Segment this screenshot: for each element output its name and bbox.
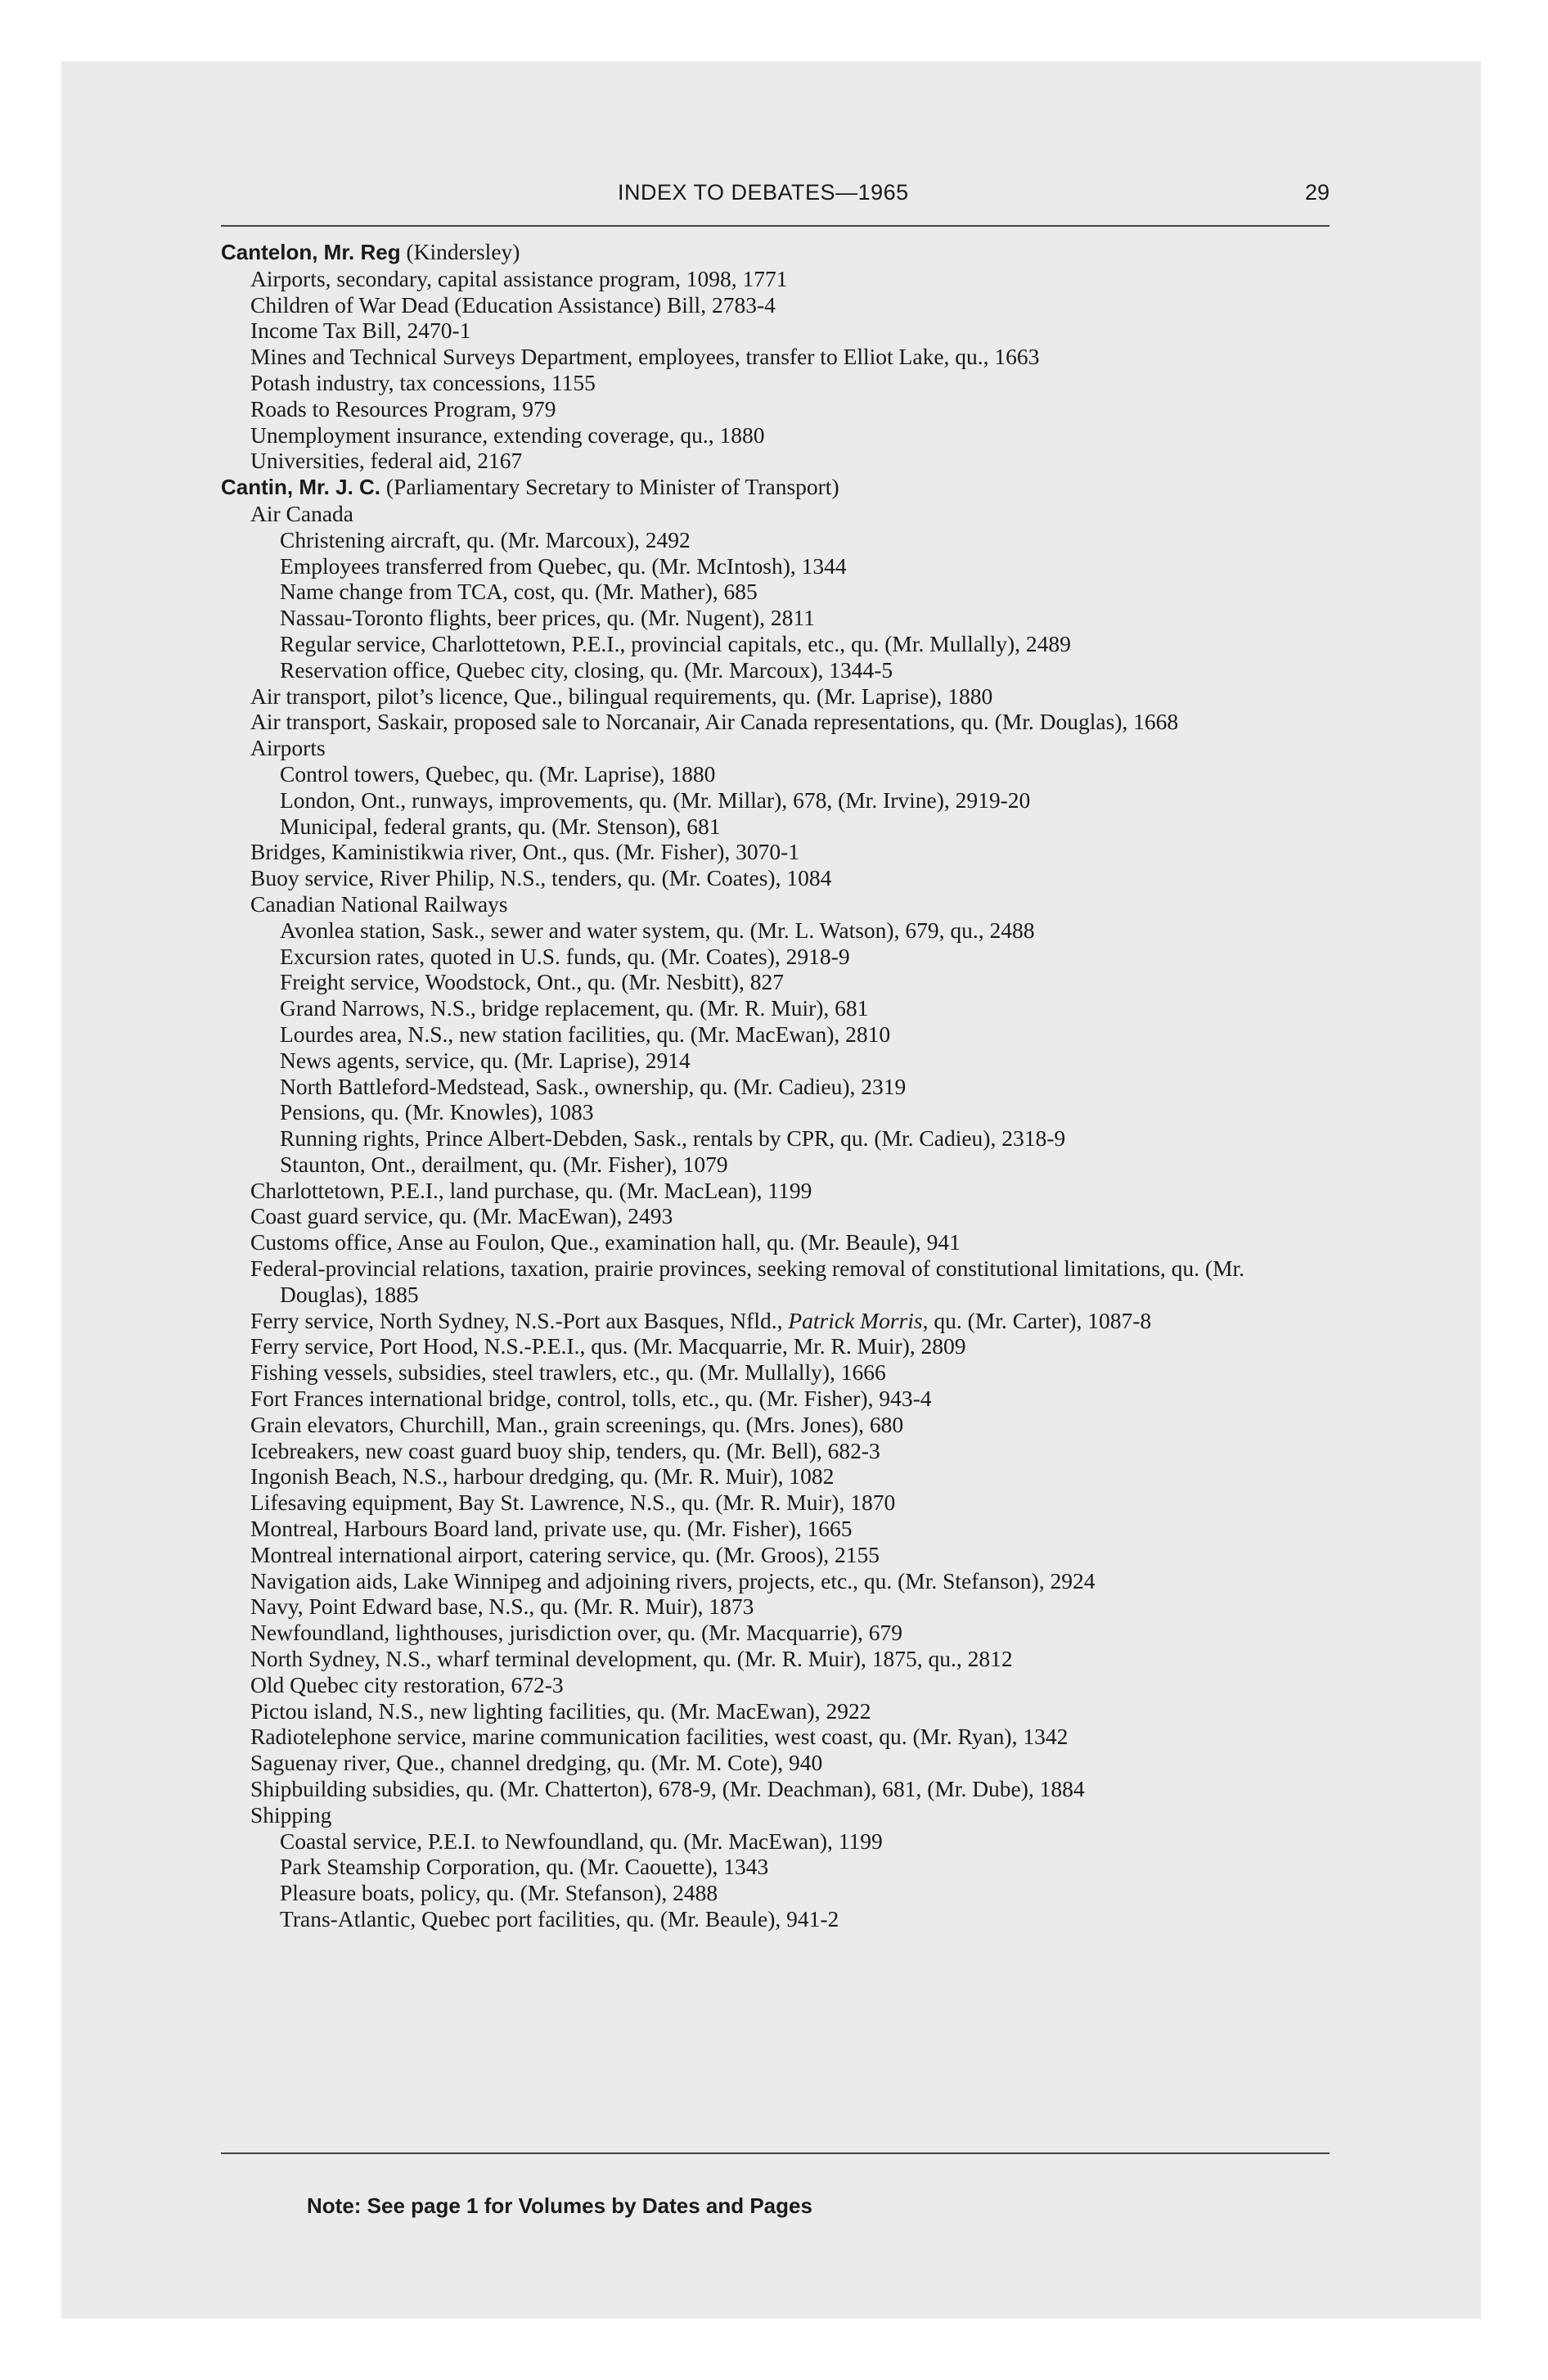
- index-body: [221, 239, 1334, 1932]
- index-entry: Federal-provincial relations, taxation, prairie provinces, seeking removal of constitutional limitations, qu. (Mr. Douglas), 1885: [250, 1255, 1245, 1307]
- index-entry: London, Ont., runways, improvements, qu. (Mr. Millar), 678, (Mr. Irvine), 2919-20: [280, 787, 1031, 813]
- index-entry: Air transport, pilot’s licence, Que., bilingual requirements, qu. (Mr. Laprise), 1880: [250, 683, 993, 709]
- index-entry: Universities, federal aid, 2167: [250, 448, 523, 474]
- index-entry: Nassau-Toronto flights, beer prices, qu. (Mr. Nugent), 2811: [280, 605, 815, 631]
- index-entry: Grand Narrows, N.S., bridge replacement, qu. (Mr. R. Muir), 681: [280, 995, 869, 1021]
- page-number: 29: [1304, 180, 1330, 205]
- index-entry: Airports, secondary, capital assistance program, 1098, 1771: [250, 265, 788, 291]
- index-entry: Buoy service, River Philip, N.S., tenders, qu. (Mr. Coates), 1084: [250, 865, 832, 891]
- index-entry: [221, 1308, 1334, 1334]
- index-entry: Montreal international airport, catering service, qu. (Mr. Groos), 2155: [250, 1541, 880, 1567]
- header-rule: [221, 225, 1330, 227]
- member-name: Cantin, Mr. J. C.: [221, 475, 381, 500]
- index-entry: News agents, service, qu. (Mr. Laprise), 2914: [280, 1047, 691, 1073]
- entry-text: , qu. (Mr. Carter), 1087-8: [922, 1307, 1152, 1333]
- index-entry: North Battleford-Medstead, Sask., ownership, qu. (Mr. Cadieu), 2319: [280, 1073, 907, 1099]
- index-items: [221, 1333, 1334, 1801]
- airports-items: [221, 761, 1334, 839]
- index-entry: Saguenay river, Que., channel dredging, qu. (Mr. M. Cote), 940: [250, 1750, 823, 1776]
- index-entry: Name change from TCA, cost, qu. (Mr. Mather), 685: [280, 579, 758, 605]
- index-entry: Navigation aids, Lake Winnipeg and adjoining rivers, projects, etc., qu. (Mr. Stefanson), 2924: [250, 1567, 1096, 1593]
- index-entry: Icebreakers, new coast guard buoy ship, tenders, qu. (Mr. Bell), 682-3: [250, 1437, 880, 1463]
- index-entry: Coastal service, P.E.I. to Newfoundland, qu. (Mr. MacEwan), 1199: [280, 1828, 883, 1854]
- index-entry: Freight service, Woodstock, Ont., qu. (Mr. Nesbitt), 827: [280, 969, 784, 995]
- index-items: [221, 1178, 1334, 1308]
- air-transport-items: [221, 683, 1334, 736]
- index-entry: Ingonish Beach, N.S., harbour dredging, qu. (Mr. R. Muir), 1082: [250, 1463, 835, 1490]
- index-entry: Roads to Resources Program, 979: [250, 395, 556, 421]
- index-entry: Shipbuilding subsidies, qu. (Mr. Chatterton), 678-9, (Mr. Deachman), 681, (Mr. Dube), 1884: [250, 1776, 1085, 1802]
- member-riding: (Kindersley): [400, 239, 520, 264]
- index-entry: Income Tax Bill, 2470-1: [250, 318, 471, 344]
- member-heading-cantelon: [221, 239, 1334, 266]
- index-entry: Christening aircraft, qu. (Mr. Marcoux), 2492: [280, 526, 691, 552]
- index-entry: Municipal, federal grants, qu. (Mr. Stenson), 681: [280, 813, 721, 839]
- subject-heading: Canadian National Railways: [250, 890, 508, 917]
- index-entry: Regular service, Charlottetown, P.E.I., provincial capitals, etc., qu. (Mr. Mullally), 2489: [280, 630, 1071, 656]
- member-heading-cantin: [221, 474, 1334, 501]
- subject-heading: Shipping: [250, 1801, 332, 1828]
- page-title: INDEX TO DEBATES—1965: [618, 180, 909, 205]
- index-entry: Running rights, Prince Albert-Debden, Sask., rentals by CPR, qu. (Mr. Cadieu), 2318-9: [280, 1125, 1066, 1152]
- subject-heading: Airports: [250, 735, 326, 761]
- index-entry: Avonlea station, Sask., sewer and water system, qu. (Mr. L. Watson), 679, qu., 2488: [280, 917, 1035, 943]
- index-entry: Newfoundland, lighthouses, jurisdiction over, qu. (Mr. Macquarrie), 679: [250, 1620, 903, 1646]
- entry-text: Ferry service, North Sydney, N.S.-Port aux Basques, Nfld.,: [250, 1307, 789, 1333]
- index-entry: Children of War Dead (Education Assistance) Bill, 2783-4: [250, 291, 776, 318]
- index-entry: Park Steamship Corporation, qu. (Mr. Caouette), 1343: [280, 1854, 769, 1880]
- air-canada-items: [221, 527, 1334, 683]
- index-entry: Unemployment insurance, extending coverage, qu., 1880: [250, 421, 765, 448]
- cnr-items: [221, 917, 1334, 1178]
- index-entry: Ferry service, Port Hood, N.S.-P.E.I., qus. (Mr. Macquarrie, Mr. R. Muir), 2809: [250, 1333, 966, 1359]
- index-entry: Employees transferred from Quebec, qu. (Mr. McIntosh), 1344: [280, 552, 847, 579]
- index-entry: Bridges, Kaministikwia river, Ont., qus. (Mr. Fisher), 3070-1: [250, 839, 800, 865]
- index-entry: Montreal, Harbours Board land, private use, qu. (Mr. Fisher), 1665: [250, 1516, 853, 1542]
- index-entry: Pleasure boats, policy, qu. (Mr. Stefanson), 2488: [280, 1880, 718, 1906]
- footer-note: Note: See page 1 for Volumes by Dates and Pages: [307, 2193, 812, 2218]
- cantelon-items: [221, 266, 1334, 474]
- index-entry: Pictou island, N.S., new lighting facilities, qu. (Mr. MacEwan), 2922: [250, 1697, 871, 1724]
- index-entry: Reservation office, Quebec city, closing, qu. (Mr. Marcoux), 1344-5: [280, 656, 893, 683]
- index-entry: Air transport, Saskair, proposed sale to Norcanair, Air Canada representations, qu. (Mr. Douglas), 1668: [250, 709, 1179, 735]
- index-entry: North Sydney, N.S., wharf terminal development, qu. (Mr. R. Muir), 1875, qu., 2812: [250, 1646, 1013, 1672]
- index-entry: Lifesaving equipment, Bay St. Lawrence, N.S., qu. (Mr. R. Muir), 1870: [250, 1490, 896, 1516]
- member-name: Cantelon, Mr. Reg: [221, 240, 401, 264]
- vessel-name: Patrick Morris: [788, 1307, 923, 1333]
- footer-rule: [221, 2152, 1330, 2154]
- member-role: (Parliamentary Secretary to Minister of Transport): [380, 474, 839, 500]
- index-entry: Fort Frances international bridge, control, tolls, etc., qu. (Mr. Fisher), 943-4: [250, 1386, 932, 1412]
- index-entry: Customs office, Anse au Foulon, Que., examination hall, qu. (Mr. Beaule), 941: [250, 1229, 961, 1255]
- index-entry: Lourdes area, N.S., new station facilities, qu. (Mr. MacEwan), 2810: [280, 1021, 891, 1047]
- index-entry: Excursion rates, quoted in U.S. funds, qu. (Mr. Coates), 2918-9: [280, 943, 850, 969]
- index-entry: Charlottetown, P.E.I., land purchase, qu. (Mr. MacLean), 1199: [250, 1177, 812, 1203]
- index-entry: Coast guard service, qu. (Mr. MacEwan), 2493: [250, 1203, 673, 1229]
- page-header: [221, 180, 1330, 223]
- index-entry: Navy, Point Edward base, N.S., qu. (Mr. R. Muir), 1873: [250, 1593, 754, 1620]
- index-entry: Trans-Atlantic, Quebec port facilities, qu. (Mr. Beaule), 941-2: [280, 1906, 839, 1931]
- index-entry: Potash industry, tax concessions, 1155: [250, 369, 596, 395]
- index-entry: Radiotelephone service, marine communication facilities, west coast, qu. (Mr. Ryan), 1342: [250, 1724, 1069, 1750]
- subject-heading: Air Canada: [250, 500, 353, 526]
- index-entry: Fishing vessels, subsidies, steel trawlers, etc., qu. (Mr. Mullally), 1666: [250, 1359, 886, 1386]
- index-entry: Staunton, Ont., derailment, qu. (Mr. Fisher), 1079: [280, 1151, 728, 1177]
- index-entry: Mines and Technical Surveys Department, employees, transfer to Elliot Lake, qu., 1663: [250, 344, 1040, 370]
- shipping-items: [221, 1828, 1334, 1932]
- index-entry: Control towers, Quebec, qu. (Mr. Laprise), 1880: [280, 760, 716, 787]
- middle-items: [221, 839, 1334, 891]
- index-entry: Old Quebec city restoration, 672-3: [250, 1671, 564, 1697]
- index-entry: Pensions, qu. (Mr. Knowles), 1083: [280, 1099, 594, 1125]
- index-entry: Grain elevators, Churchill, Man., grain screenings, qu. (Mrs. Jones), 680: [250, 1411, 904, 1437]
